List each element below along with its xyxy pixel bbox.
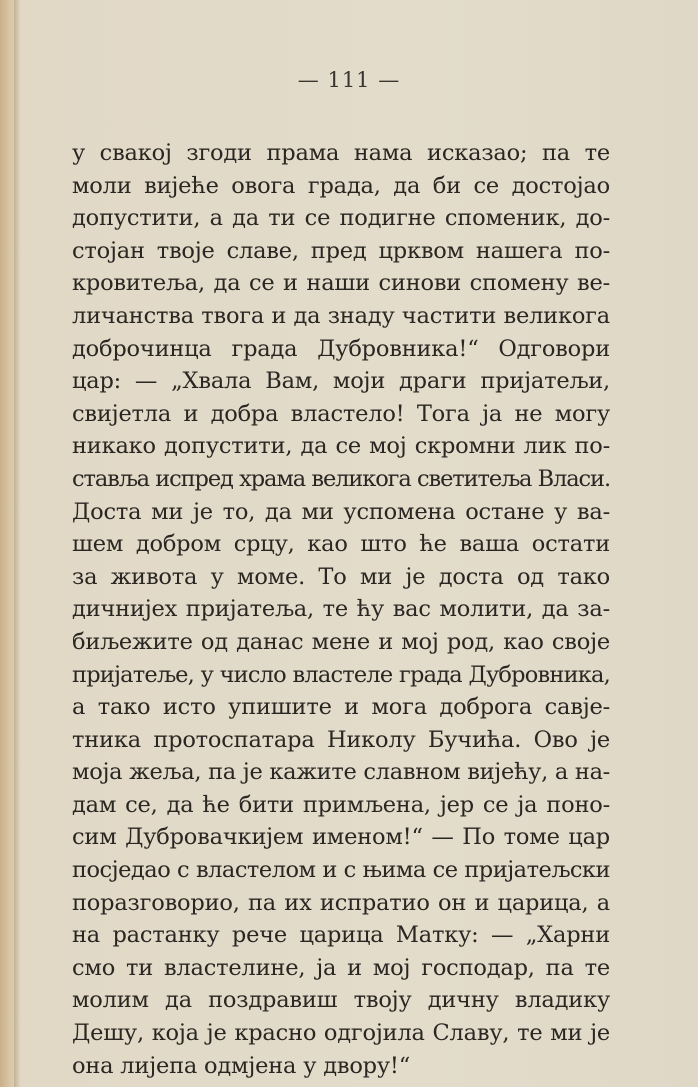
text-line: Дешу, која је красно одгојила Славу, те ми је	[72, 1020, 610, 1047]
text-line: стојан твоје славе, пред црквом нашега по-	[72, 237, 610, 264]
text-line: у свакој згоди прама нама исказао; па те	[72, 140, 610, 166]
text-line: моли вијеће овога града, да би се достојао	[72, 172, 610, 199]
page-edge-shadow	[14, 0, 20, 1087]
text-line: молим да поздравиш твоју дичну владику	[72, 987, 610, 1014]
text-line: дичнијех пријатеља, те ћу вас молити, да за-	[72, 596, 610, 623]
text-line: пријатеље, у число властеле града Дубровника,	[72, 661, 610, 688]
text-line: биљежите од данас мене и мој род, као своје	[72, 628, 610, 655]
text-line: а тако исто упишите и мога доброга савје-	[72, 694, 610, 721]
text-line: стављa испред храма великога светитеља Власи.	[72, 465, 610, 492]
text-line: Доста ми је то, да ми успомена остане у ва-	[72, 498, 610, 525]
text-line: дам се, да ће бити примљена, јер се ја поно-	[72, 791, 610, 818]
text-line: смо ти властелине, ја и мој господар, па те	[72, 954, 610, 981]
text-line: шем добром срцу, као што ће ваша остати	[72, 531, 610, 558]
text-line: цар: — „Хвала Вам, моји драги пријатељи,	[72, 368, 610, 395]
text-line: свијетла и добра властело! Тога ја не могу	[72, 400, 610, 427]
text-line: посједао с властелом и с њима се пријатељски	[72, 857, 610, 884]
text-line: за живота у моме. То ми је доста од тако	[72, 563, 610, 590]
body-text	[72, 137, 610, 1082]
text-line: тника протоспатара Николу Бучића. Ово је	[72, 726, 610, 753]
text-line: никако допустити, да се мој скромни лик по-	[72, 433, 610, 460]
text-line: она лијепа одмјена у двору!“	[72, 1052, 411, 1079]
text-line: кровитеља, да се и наши синови спомену ве-	[72, 270, 610, 297]
text-line: на растанку рече царица Матку: — „Харни	[72, 922, 610, 949]
text-line: допустити, а да ти се подигне споменик, до-	[72, 205, 610, 232]
text-line: моја жеља, па је кажите славном вијећу, а на-	[72, 759, 610, 786]
text-line: сим Дубровачкијем именом!“ — По томе цар	[72, 824, 610, 851]
text-line: поразговорио, па их испратио он и царица, а	[72, 889, 610, 916]
text-line: личанства твога и да знаду частити великога	[72, 302, 610, 329]
text-line: доброчинца града Дубровника!“ Одговори	[72, 335, 610, 362]
page-number: — 111 —	[297, 68, 401, 92]
